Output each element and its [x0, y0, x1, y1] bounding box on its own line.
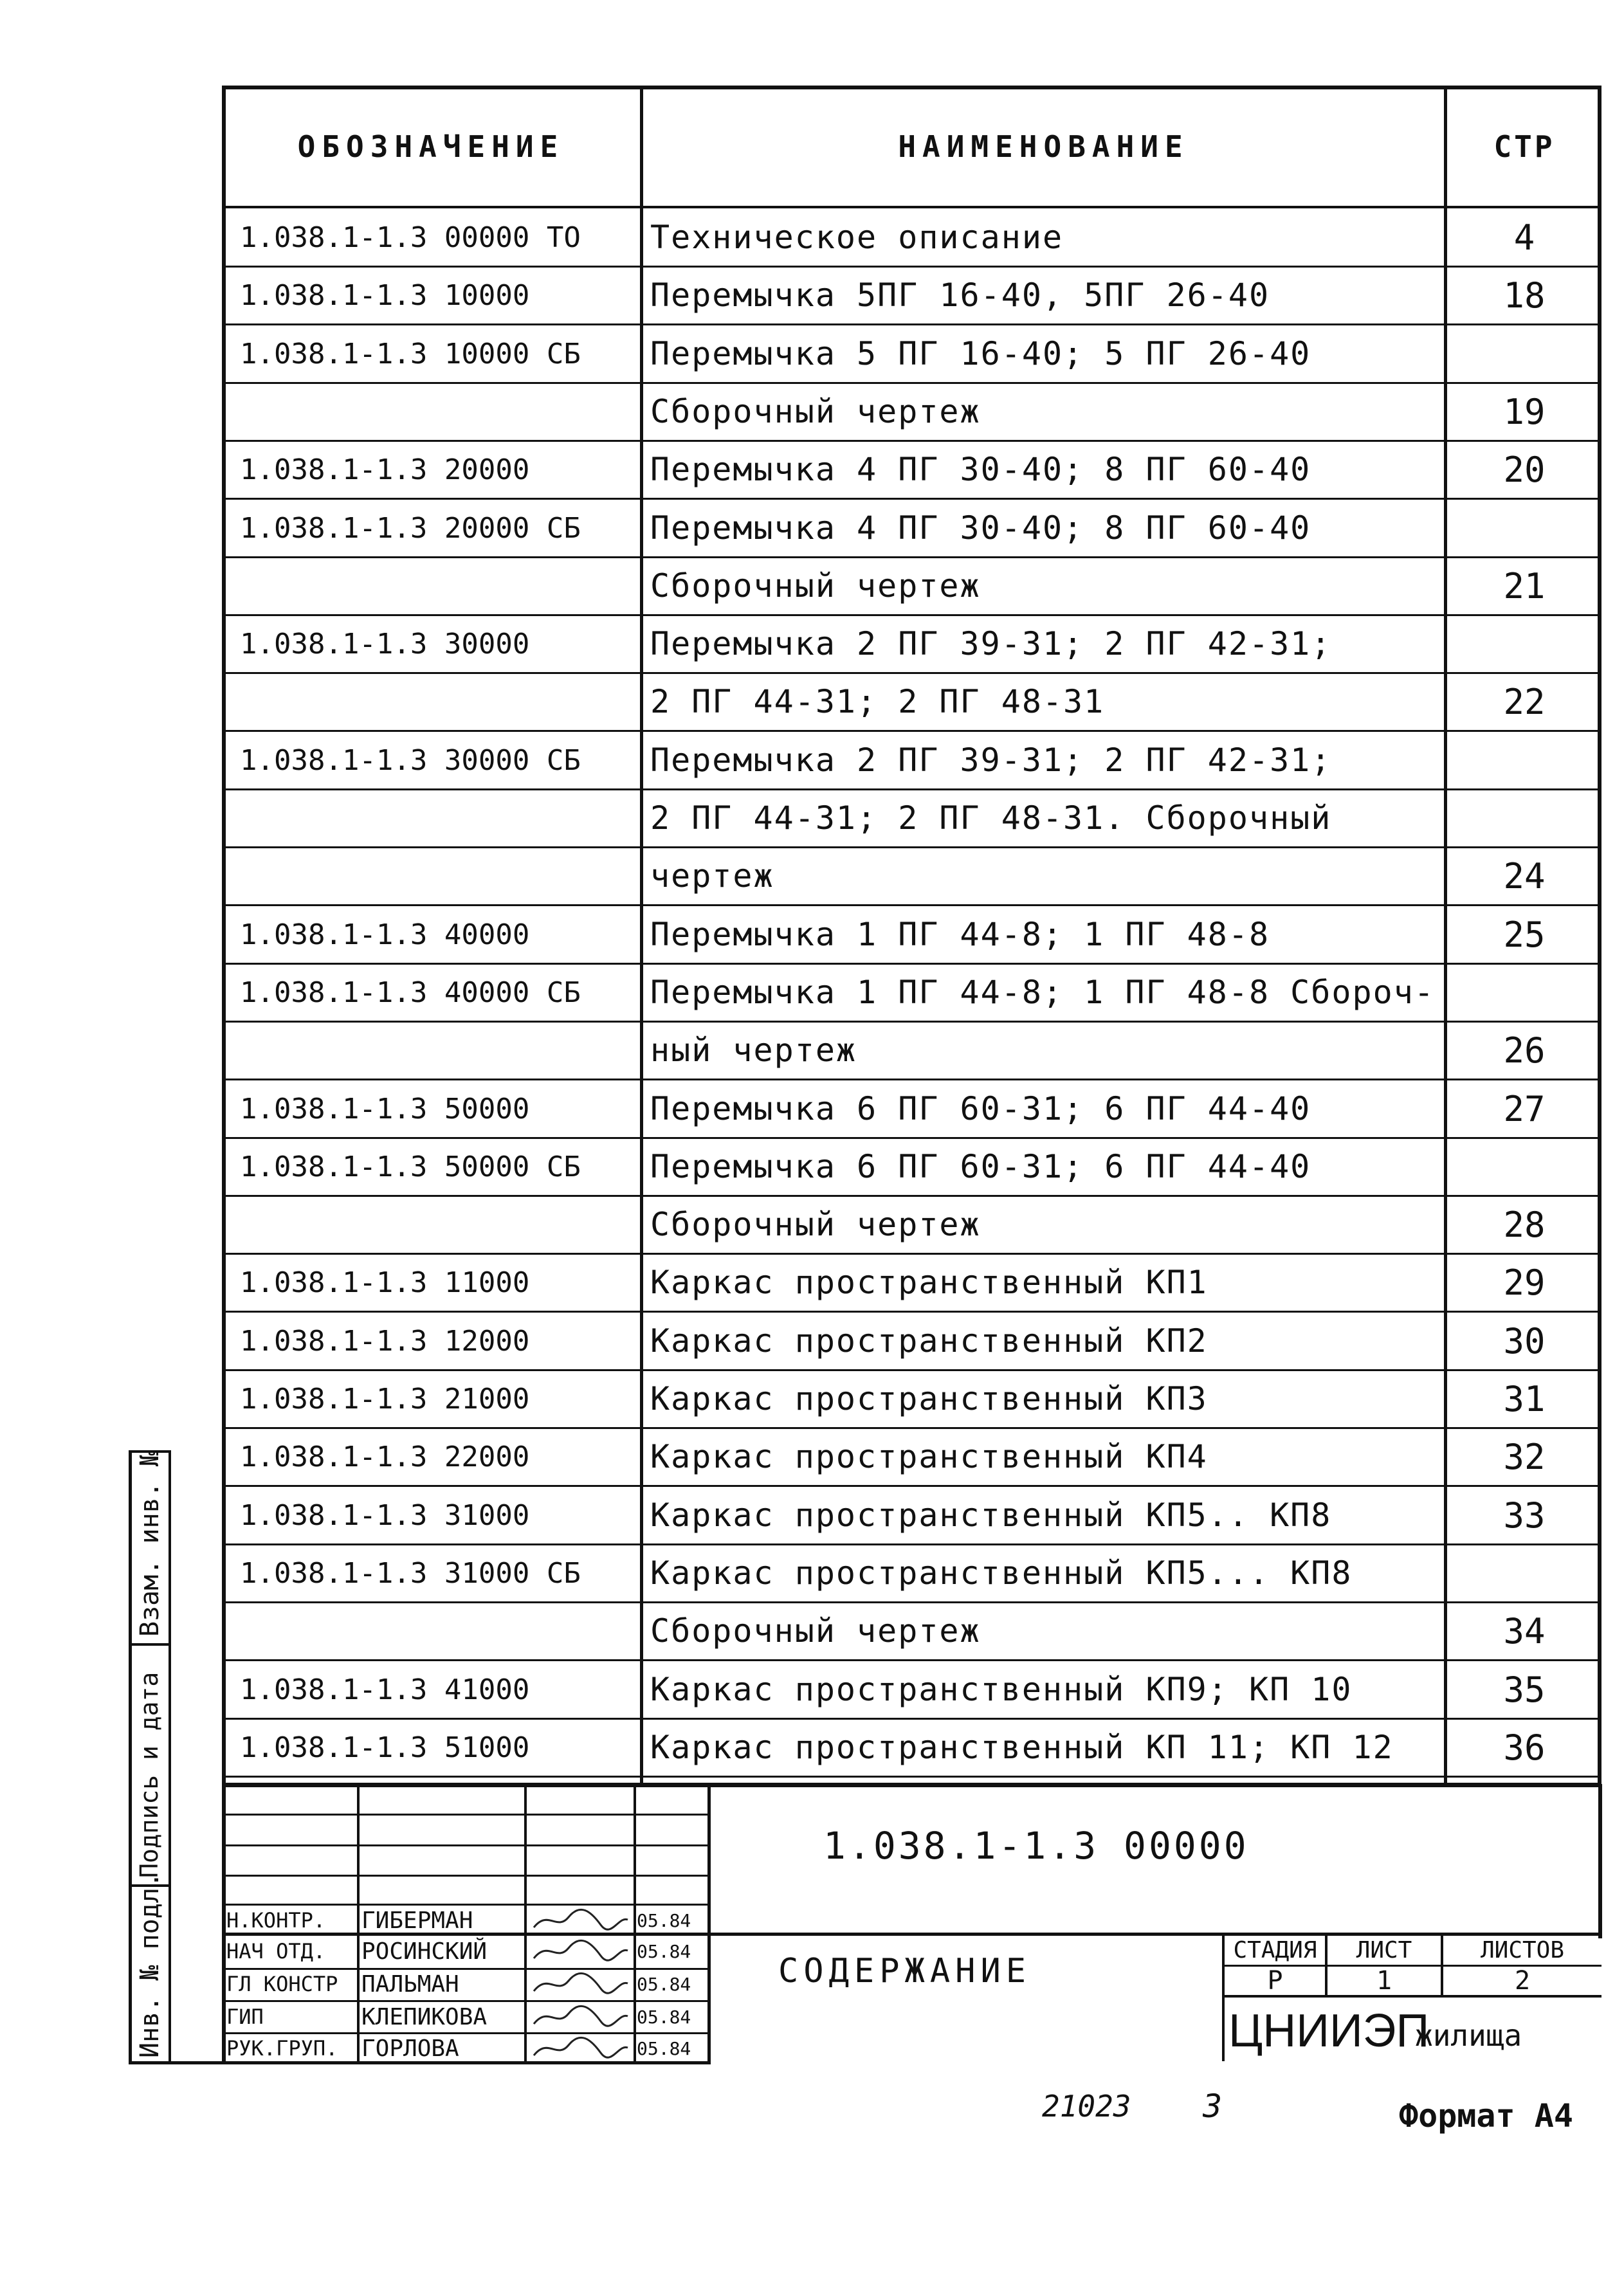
row-page: 28: [1503, 1204, 1546, 1245]
grid-line: [707, 1784, 711, 2064]
row-page: [1447, 325, 1601, 382]
row-page: 30: [1503, 1320, 1546, 1361]
row-page: [1447, 732, 1601, 788]
sheet-value: 1: [1376, 1966, 1392, 1996]
row-name: Перемычка 1 ПГ 44-8; 1 ПГ 48-8 Сбороч-: [650, 974, 1435, 1011]
row-name: Каркас пространственный КП9; КП 10: [650, 1671, 1353, 1708]
grid-line: [222, 1844, 707, 1846]
row-page: [1447, 500, 1601, 556]
row-designation: 1.038.1-1.3 40000 СБ: [240, 976, 581, 1009]
sheets-label: ЛИСТОВ: [1480, 1936, 1565, 1963]
row-page: 29: [1503, 1262, 1546, 1303]
signatory-date: 05.84: [637, 1940, 691, 1962]
row-name: Сборочный чертеж: [650, 567, 981, 605]
row-page: 24: [1503, 855, 1546, 897]
row-designation: 1.038.1-1.3 50000: [240, 1092, 530, 1125]
signatory-role: ГИП: [226, 2005, 264, 2029]
row-page: 21: [1503, 565, 1546, 606]
document-title: СОДЕРЖАНИЕ: [778, 1952, 1032, 1990]
stamp-label-replaced-inventory: Взам. инв. №: [135, 1451, 165, 1637]
row-designation: 1.038.1-1.3 41000: [240, 1673, 530, 1706]
row-name: Каркас пространственный КП5.. КП8: [650, 1497, 1332, 1534]
organization-subtitle: жилища: [1415, 2018, 1522, 2053]
row-page: 31: [1503, 1378, 1546, 1419]
row-designation: 1.038.1-1.3 31000: [240, 1498, 530, 1532]
row-designation: [228, 383, 634, 440]
signatory-role: Н.КОНТР.: [226, 1908, 326, 1933]
handwritten-signature: [529, 2034, 632, 2063]
signatory-date: 05.84: [637, 2006, 691, 2028]
row-divider: [222, 1776, 1601, 1778]
signatory-name: КЛЕПИКОВА: [361, 2003, 488, 2030]
row-name: Перемычка 6 ПГ 60-31; 6 ПГ 44-40: [650, 1148, 1311, 1185]
row-page: 25: [1503, 914, 1546, 955]
row-name: ный чертеж: [650, 1032, 857, 1069]
header-page: СТР: [1493, 129, 1555, 164]
row-designation: [228, 790, 634, 846]
grid-line: [524, 1784, 527, 2064]
row-page: 27: [1503, 1088, 1546, 1129]
row-name: Каркас пространственный КП5... КП8: [650, 1554, 1353, 1592]
column-divider: [640, 86, 643, 1787]
stamp-divider: [129, 1450, 132, 2064]
handwritten-signature: [529, 1936, 632, 1966]
footer-format: Формат А4: [1399, 2097, 1573, 2135]
grid-line: [357, 1784, 360, 2064]
stamp-label-original-inventory: Инв. № подл.: [135, 1872, 165, 2058]
row-name: 2 ПГ 44-31; 2 ПГ 48-31: [650, 683, 1105, 720]
handwritten-signature: [529, 1906, 632, 1935]
title-block-top: [222, 1784, 1601, 1787]
signatory-role: РУК.ГРУП.: [226, 2036, 338, 2061]
row-designation: [228, 1022, 634, 1079]
signatory-name: РОСИНСКИЙ: [361, 1938, 488, 1965]
row-designation: 1.038.1-1.3 20000 СБ: [240, 511, 581, 545]
row-designation: 1.038.1-1.3 30000 СБ: [240, 743, 581, 777]
row-page: 32: [1503, 1436, 1546, 1477]
row-name: Перемычка 1 ПГ 44-8; 1 ПГ 48-8: [650, 916, 1270, 953]
row-name: Перемычка 4 ПГ 30-40; 8 ПГ 60-40: [650, 451, 1311, 488]
row-page: 34: [1503, 1610, 1546, 1652]
title-block-left: [222, 1784, 226, 2064]
row-name: Перемычка 5ПГ 16-40, 5ПГ 26-40: [650, 277, 1270, 314]
sheets-value: 2: [1514, 1966, 1531, 1996]
row-name: Каркас пространственный КП3: [650, 1380, 1208, 1417]
row-name: Перемычка 6 ПГ 60-31; 6 ПГ 44-40: [650, 1090, 1311, 1127]
header-designation: ОБОЗНАЧЕНИЕ: [297, 129, 565, 164]
title-block-right: [1598, 1784, 1602, 1938]
signatory-role: НАЧ ОТД.: [226, 1939, 326, 1963]
row-designation: 1.038.1-1.3 00000 ТО: [240, 221, 581, 254]
row-page: [1447, 964, 1601, 1021]
row-name: Техническое описание: [650, 219, 1064, 256]
row-page: 22: [1503, 681, 1546, 722]
row-designation: 1.038.1-1.3 11000: [240, 1266, 530, 1299]
row-page: [1447, 615, 1601, 672]
grid-line: [222, 1814, 707, 1816]
grid-line: [222, 1875, 707, 1877]
row-designation: [228, 848, 634, 904]
row-name: Сборочный чертеж: [650, 1612, 981, 1650]
row-name: Сборочный чертеж: [650, 1206, 981, 1243]
row-designation: 1.038.1-1.3 40000: [240, 918, 530, 951]
signatory-date: 05.84: [637, 2037, 691, 2059]
signatory-date: 05.84: [637, 1909, 691, 1931]
row-name: Перемычка 2 ПГ 39-31; 2 ПГ 42-31;: [650, 625, 1332, 662]
document-code: 1.038.1-1.3 00000: [823, 1824, 1249, 1868]
row-designation: 1.038.1-1.3 10000: [240, 278, 530, 312]
row-name: Каркас пространственный КП1: [650, 1264, 1208, 1301]
stamp-label-signature-date: Подпись и дата: [135, 1671, 163, 1878]
row-name: 2 ПГ 44-31; 2 ПГ 48-31. Сборочный: [650, 799, 1332, 837]
row-name: Перемычка 4 ПГ 30-40; 8 ПГ 60-40: [650, 509, 1311, 547]
row-name: чертеж: [650, 857, 774, 895]
row-designation: 1.038.1-1.3 30000: [240, 627, 530, 660]
row-name: Каркас пространственный КП2: [650, 1322, 1208, 1360]
stage-label: СТАДИЯ: [1233, 1936, 1317, 1963]
row-name: Каркас пространственный КП4: [650, 1438, 1208, 1475]
row-page: 33: [1503, 1495, 1546, 1536]
row-page: 26: [1503, 1030, 1546, 1071]
grid-line: [634, 1784, 636, 2064]
stage-value: Р: [1267, 1966, 1283, 1996]
signatory-date: 05.84: [637, 1973, 691, 1995]
row-designation: 1.038.1-1.3 31000 СБ: [240, 1556, 581, 1590]
row-designation: 1.038.1-1.3 21000: [240, 1382, 530, 1416]
signatory-role: ГЛ КОНСТР: [226, 1972, 338, 1996]
row-designation: 1.038.1-1.3 22000: [240, 1440, 530, 1473]
footer-number: 21023: [1042, 2089, 1131, 2124]
row-designation: 1.038.1-1.3 12000: [240, 1324, 530, 1358]
header-name: НАИМЕНОВАНИЕ: [898, 129, 1189, 164]
row-designation: 1.038.1-1.3 10000 СБ: [240, 337, 581, 370]
row-page: [1447, 790, 1601, 846]
stamp-divider: [169, 1450, 171, 2064]
row-page: 35: [1503, 1669, 1546, 1710]
row-page: [1447, 1545, 1601, 1601]
row-designation: 1.038.1-1.3 50000 СБ: [240, 1150, 581, 1183]
row-page: [1447, 1138, 1601, 1195]
row-designation: [228, 558, 634, 614]
footer-sheet-number: 3: [1203, 2088, 1223, 2125]
row-designation: 1.038.1-1.3 20000: [240, 453, 530, 486]
row-page: 19: [1503, 391, 1546, 432]
stamp-divider: [129, 1643, 171, 1646]
row-name: Сборочный чертеж: [650, 393, 981, 430]
row-page: 4: [1513, 217, 1535, 258]
row-name: Каркас пространственный КП 11; КП 12: [650, 1729, 1394, 1766]
row-designation: [228, 673, 634, 730]
signatory-name: ГОРЛОВА: [361, 2035, 459, 2062]
row-designation: [228, 1603, 634, 1659]
handwritten-signature: [529, 1969, 632, 1999]
row-page: 18: [1503, 275, 1546, 316]
row-page: 20: [1503, 449, 1546, 490]
handwritten-signature: [529, 2002, 632, 2032]
signatory-name: ГИБЕРМАН: [361, 1907, 473, 1934]
row-name: Перемычка 2 ПГ 39-31; 2 ПГ 42-31;: [650, 742, 1332, 779]
row-designation: [228, 1196, 634, 1253]
row-page: 36: [1503, 1727, 1546, 1768]
row-designation: 1.038.1-1.3 51000: [240, 1731, 530, 1764]
signatory-name: ПАЛЬМАН: [361, 1971, 459, 1998]
sheet-label: ЛИСТ: [1356, 1936, 1412, 1963]
row-name: Перемычка 5 ПГ 16-40; 5 ПГ 26-40: [650, 335, 1311, 372]
organization-name: ЦНИИЭП: [1228, 2005, 1430, 2057]
